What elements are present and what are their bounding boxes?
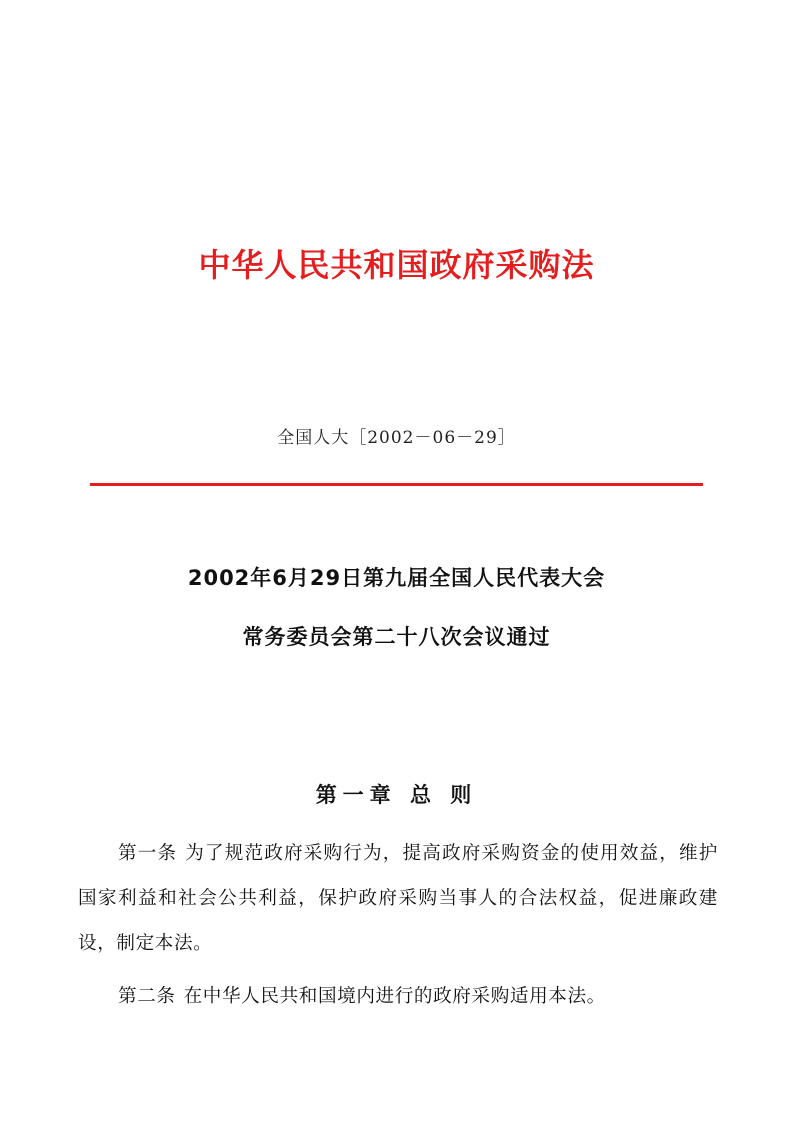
article-1-text: 为了规范政府采购行为，提高政府采购资金的使用效益，维护国家利益和社会公共利益，保护政府采购当事人的合法权益，促进廉政建设，制定本法。 xyxy=(78,842,718,954)
chapter-heading: 第一章 总 则 xyxy=(315,783,478,808)
adoption-line-2: 常务委员会第二十八次会议通过 xyxy=(242,625,551,649)
red-divider xyxy=(90,483,703,486)
issuer-date-line: 全国人大［2002－06－29］ xyxy=(277,428,516,448)
article-2-text: 在中华人民共和国境内进行的政府采购适用本法。 xyxy=(183,985,606,1007)
document-title: 中华人民共和国政府采购法 xyxy=(198,246,595,285)
article-2-label: 第二条 xyxy=(118,985,176,1007)
article-2 xyxy=(78,974,718,1019)
article-1-label: 第一条 xyxy=(118,842,178,864)
adoption-line-1: 2002年6月29日第九届全国人民代表大会 xyxy=(187,566,606,590)
article-1 xyxy=(78,831,718,966)
